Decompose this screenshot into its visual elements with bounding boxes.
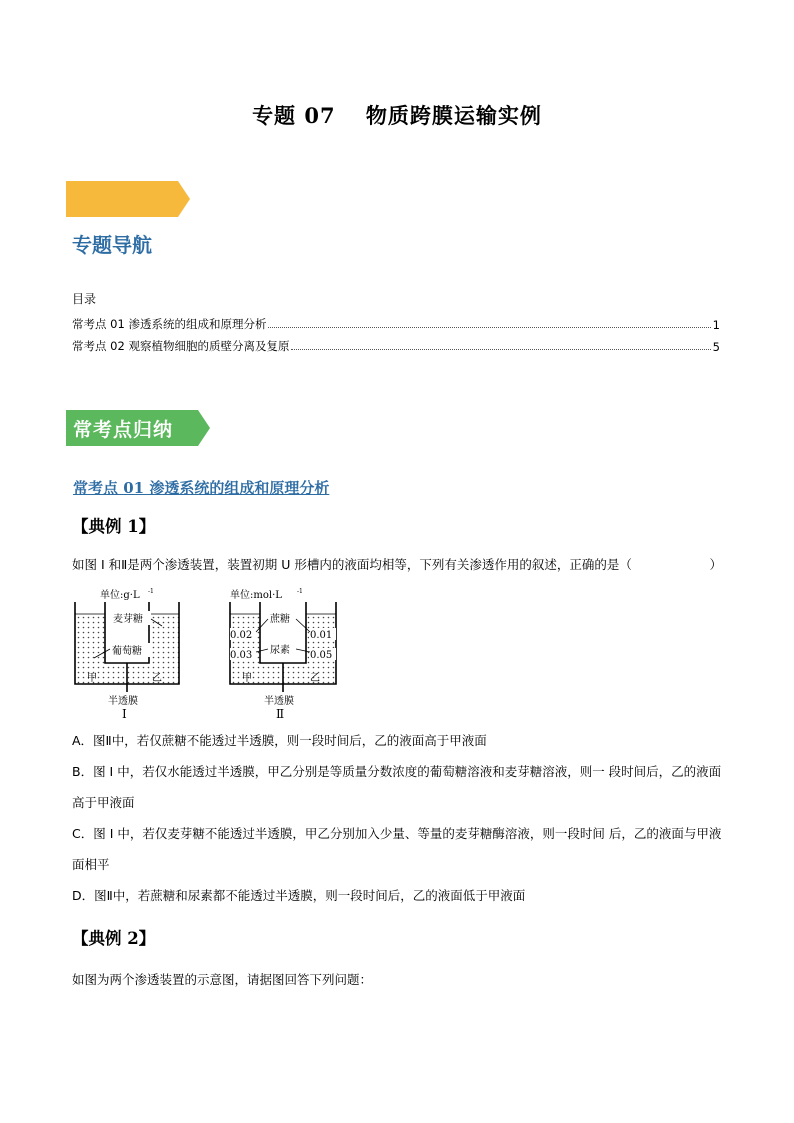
unit-sup-i: -1 [148, 588, 154, 595]
label-jia-i: 甲 [87, 673, 97, 684]
toc-item-text: 常考点 02 观察植物细胞的质壁分离及复原 [72, 339, 290, 353]
page-title: 专题 07 物质跨膜运输实例 [252, 103, 542, 128]
label-jia-ii: 甲 [242, 673, 252, 684]
membrane-label-ii: 半透膜 [264, 696, 294, 707]
option-a: A．图Ⅱ中，若仅蔗糖不能透过半透膜，则一段时间后，乙的液面高于甲液面 [72, 733, 487, 748]
example1-heading: 【典例 1】 [72, 517, 156, 536]
apparatus-ii [230, 588, 336, 721]
unit-label-i: 单位:g·L [100, 590, 140, 601]
numeral-ii: Ⅱ [276, 707, 285, 721]
unit-label-ii: 单位:mol·L [230, 590, 282, 601]
option-c: C．图 I 中，若仅麦芽糖不能透过半透膜，甲乙分别加入少量、等量的麦芽糖酶溶液，则一段时间 后，乙的液面与甲液面相平 [72, 826, 722, 872]
label-yi-ii: 乙 [310, 673, 320, 684]
option-d: D．图Ⅱ中，若蔗糖和尿素都不能透过半透膜，则一段时间后，乙的液面低于甲液面 [72, 888, 526, 903]
example2-heading: 【典例 2】 [72, 929, 156, 948]
question-text: 如图 I 和Ⅱ是两个渗透装置，装置初期 U 形槽内的液面均相等，下列有关渗透作用的叙述，正确的是（ [72, 557, 632, 572]
apparatus-i [75, 588, 179, 721]
toc-item[interactable] [72, 338, 720, 354]
osmosis-figure [72, 586, 342, 721]
value-right-2: 0.05 [310, 650, 333, 661]
toc-item-text: 常考点 01 渗透系统的组成和原理分析 [72, 317, 267, 331]
example2-intro: 如图为两个渗透装置的示意图，请据图回答下列问题： [72, 972, 373, 987]
label-maltose: 麦芽糖 [113, 614, 143, 625]
unit-sup-ii: -1 [297, 588, 303, 595]
nav-heading: 专题导航 [72, 233, 152, 257]
toc-item-page: 1 [712, 318, 720, 332]
label-yi-i: 乙 [152, 673, 162, 684]
value-right-1: 0.01 [310, 630, 333, 641]
label-sucrose: 蔗糖 [270, 614, 290, 625]
toc-item-page: 5 [712, 340, 720, 354]
section-banner-label: 常考点归纳 [73, 419, 174, 441]
banner-decoration [66, 181, 190, 217]
value-left-2: 0.03 [230, 650, 253, 661]
value-left-1: 0.02 [230, 630, 253, 641]
toc-item[interactable] [72, 316, 720, 332]
label-glucose: 葡萄糖 [112, 646, 142, 657]
option-b: B．图 I 中，若仅水能透过半透膜，甲乙分别是等质量分数浓度的葡萄糖溶液和麦芽糖溶液，则一 段时间后，乙的液面高于甲液面 [72, 764, 722, 810]
toc-leader [268, 327, 710, 328]
section-title-link[interactable]: 常考点 01 渗透系统的组成和原理分析 [73, 479, 330, 497]
label-urea: 尿素 [270, 645, 290, 656]
numeral-i: Ⅰ [122, 707, 127, 721]
membrane-label-i: 半透膜 [108, 696, 138, 707]
toc-leader [291, 349, 710, 350]
question-bracket-end: ） [709, 557, 722, 572]
toc-label: 目录 [72, 292, 97, 306]
example1-question [72, 555, 722, 573]
